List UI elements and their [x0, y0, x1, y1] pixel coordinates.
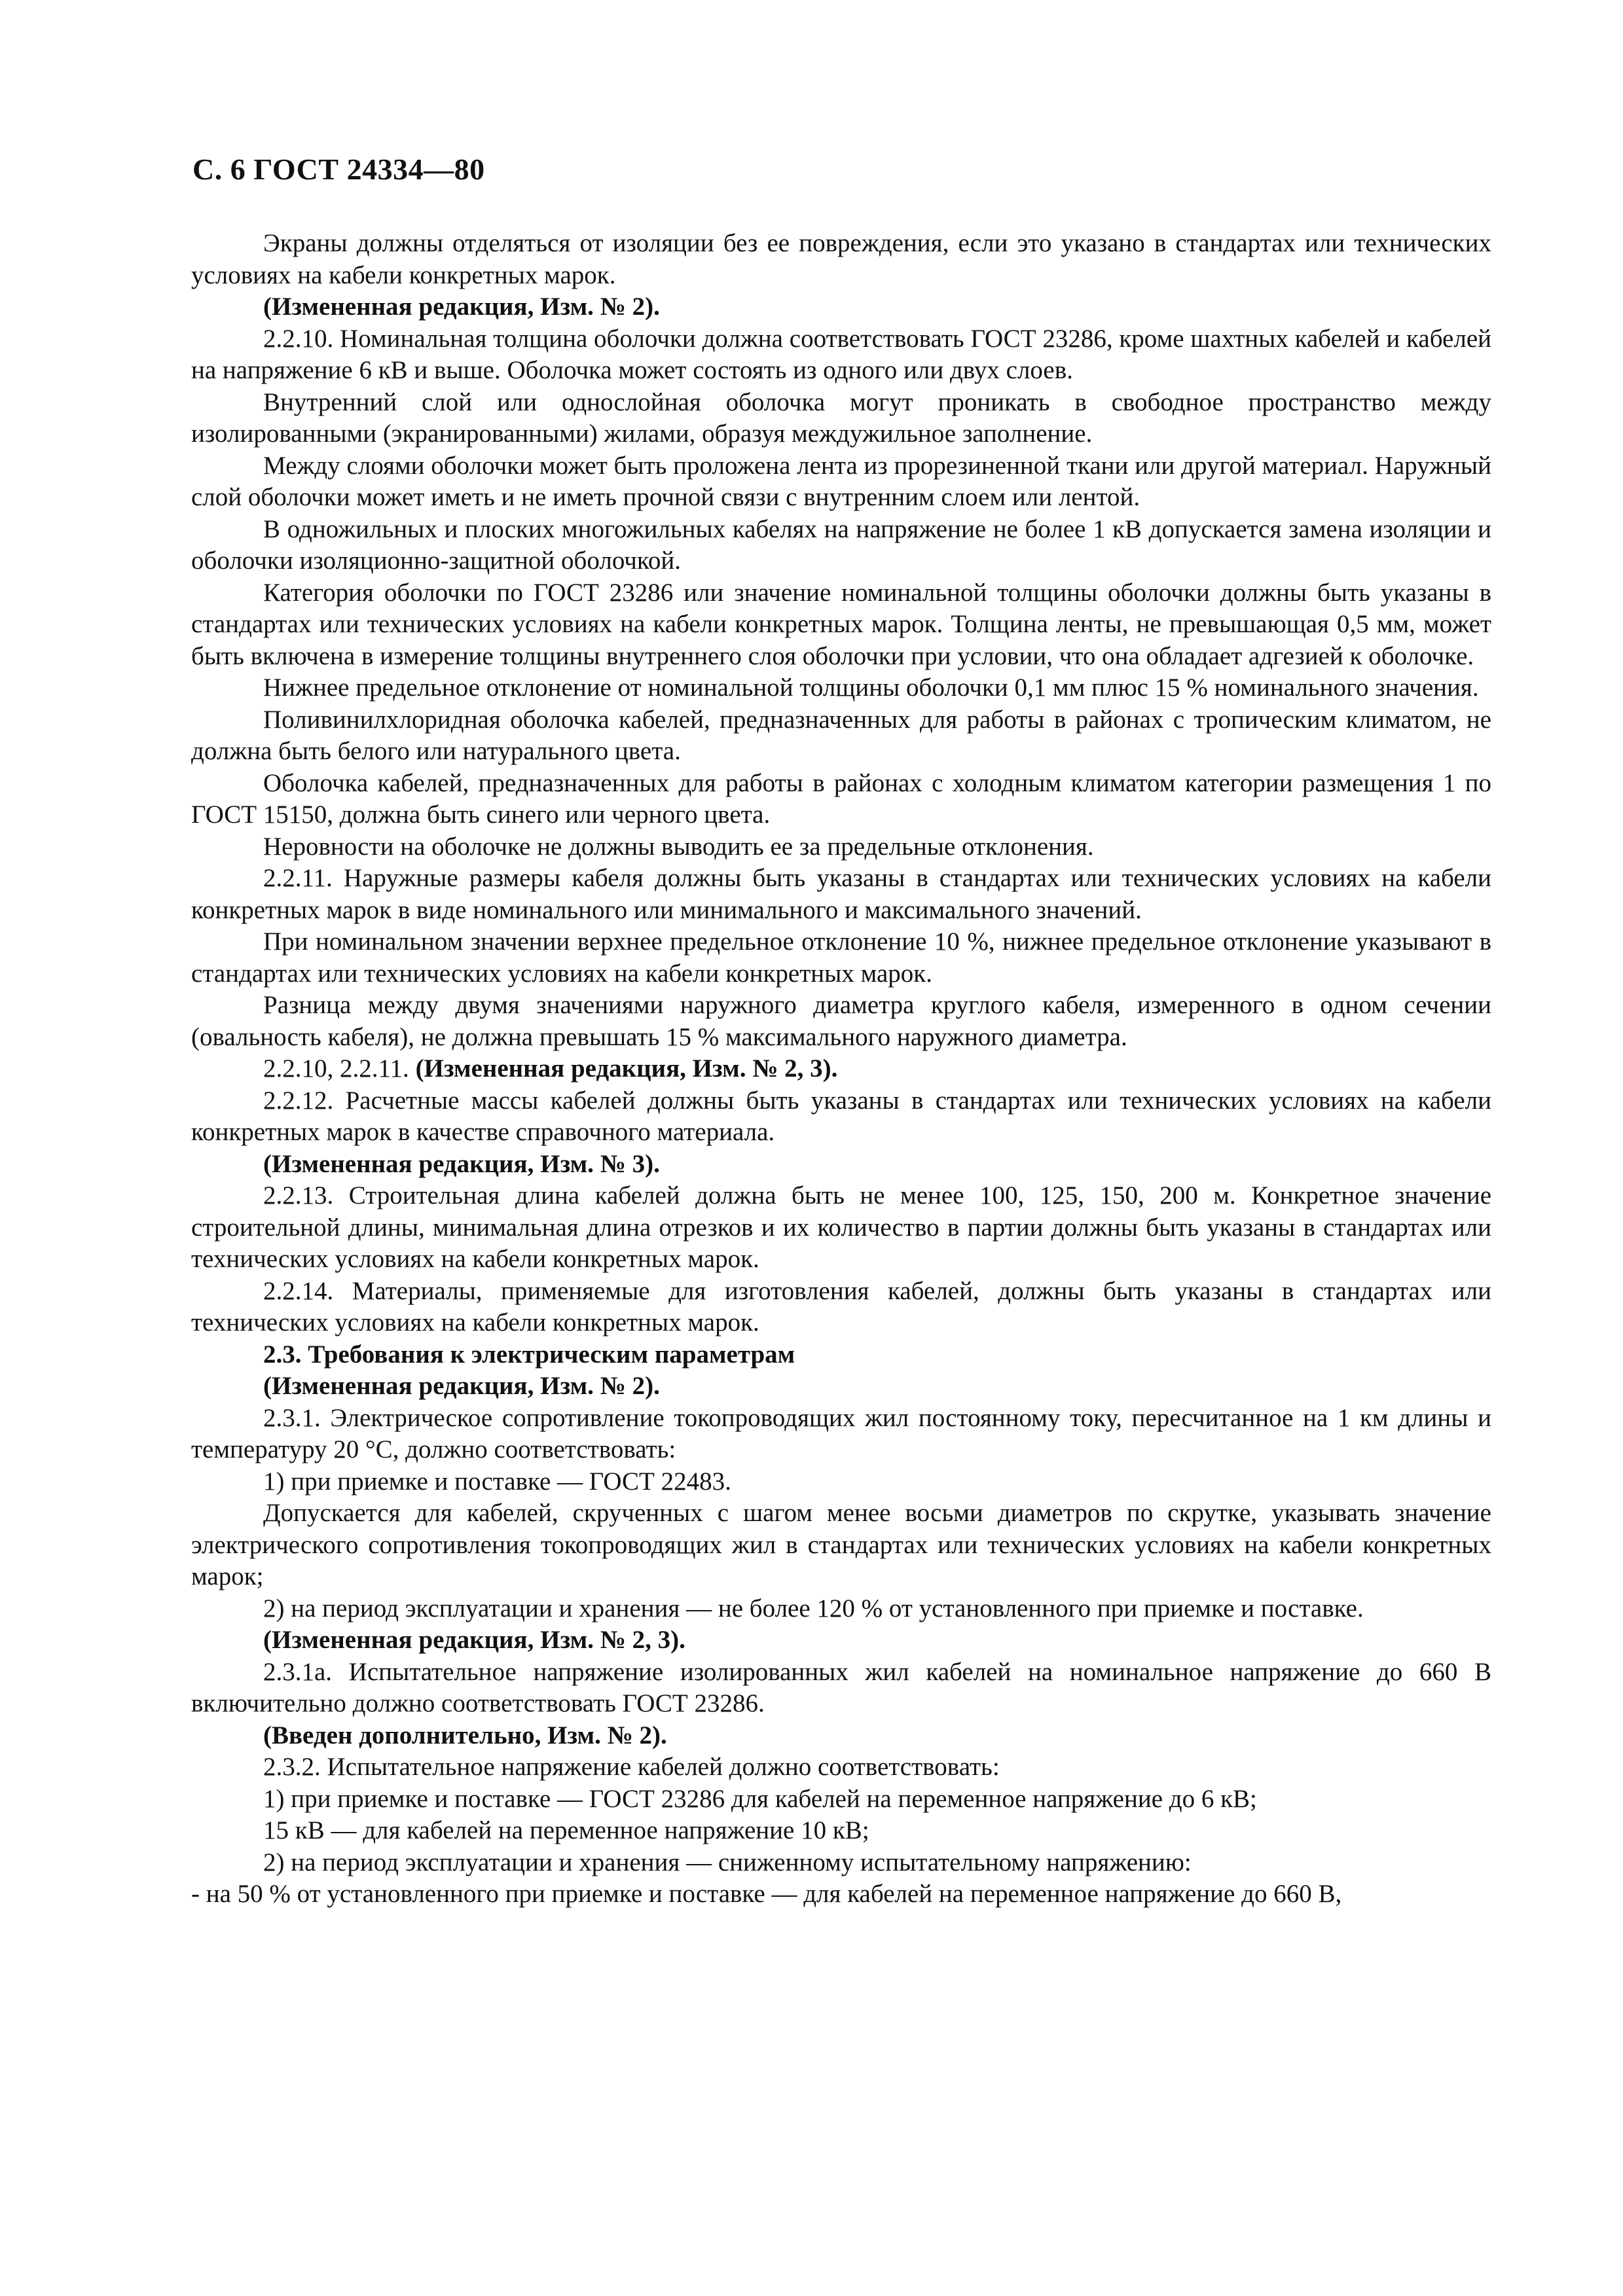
paragraph [191, 1276, 1491, 1339]
page-header: С. 6 ГОСТ 24334—80 [192, 152, 485, 186]
paragraph [191, 926, 1491, 990]
paragraph-text: В одножильных и плоских многожильных кабелях на напряжение не более 1 кВ допускается замена изоляции и оболочки изоляционно-защитной оболочкой. [191, 514, 1491, 575]
paragraph-text: (Введен дополнительно, Изм. № 2). [263, 1721, 667, 1749]
paragraph-text: 15 кВ — для кабелей на переменное напряжение 10 кВ; [263, 1816, 869, 1844]
paragraph-text: - на 50 % от установленного при приемке и поставке — для кабелей на переменное напряжение до 660 В, [191, 1880, 1342, 1908]
paragraph [191, 1085, 1491, 1149]
document-body [191, 228, 1491, 1910]
paragraph [191, 990, 1491, 1053]
paragraph [191, 672, 1491, 704]
paragraph-text: 2.3.2. Испытательное напряжение кабелей должно соответствовать: [263, 1753, 1000, 1781]
paragraph-text: 2.2.13. Строительная длина кабелей должна быть не менее 100, 125, 150, 200 м. Конкретное значение строительной длины, минимальная длина отрезков и их количество в партии должны быть указаны в стандартах или технических условиях на кабели конкретных марок. [191, 1181, 1491, 1273]
paragraph [191, 1403, 1491, 1466]
paragraph [191, 228, 1491, 291]
bold-paragraph [191, 1149, 1491, 1181]
paragraph-text: Категория оболочки по ГОСТ 23286 или значение номинальной толщины оболочки должны быть указаны в стандартах или технических условиях на кабели конкретных марок. Толщина ленты, не превышающая 0,5 мм, может быть включена в измерение толщины внутреннего слоя оболочки при условии, что она обладает адгезией к оболочке. [191, 578, 1491, 670]
paragraph [191, 768, 1491, 831]
paragraph [191, 1815, 1491, 1847]
bold-paragraph [191, 1624, 1491, 1657]
paragraph-text: Нижнее предельное отклонение от номинальной толщины оболочки 0,1 мм плюс 15 % номинального значения. [263, 673, 1479, 702]
paragraph [191, 387, 1491, 450]
paragraph-text: Неровности на оболочке не должны выводить ее за предельные отклонения. [263, 832, 1094, 861]
paragraph [191, 1466, 1491, 1498]
paragraph-text: 2.2.10. Номинальная толщина оболочки должна соответствовать ГОСТ 23286, кроме шахтных кабелей и кабелей на напряжение 6 кВ и выше. Оболочка может состоять из одного или двух слоев. [191, 324, 1491, 384]
paragraph-text: 2) на период эксплуатации и хранения — не более 120 % от установленного при приемке и поставке. [263, 1594, 1364, 1623]
paragraph [191, 1878, 1491, 1910]
paragraph-text: (Измененная редакция, Изм. № 2). [263, 293, 660, 321]
bold-paragraph [191, 1371, 1491, 1403]
paragraph-text: Допускается для кабелей, скрученных с шагом менее восьми диаметров по скрутке, указывать значение электрического сопротивления токопроводящих жил в стандартах или технических условиях на кабели конкретных марок; [191, 1499, 1491, 1590]
paragraph-text: 1) при приемке и поставке — ГОСТ 22483. [263, 1467, 731, 1496]
paragraph-text: Поливинилхлоридная оболочка кабелей, предназначенных для работы в районах с тропическим климатом, не должна быть белого или натурального цвета. [191, 705, 1491, 765]
paragraph-text: Разница между двумя значениями наружного диаметра круглого кабеля, измеренного в одном сечении (овальность кабеля), не должна превышать 15 % максимального наружного диаметра. [191, 991, 1491, 1051]
paragraph-text: 2.2.14. Материалы, применяемые для изготовления кабелей, должны быть указаны в стандартах или технических условиях на кабели конкретных марок. [191, 1276, 1491, 1336]
paragraph [191, 323, 1491, 387]
paragraph [191, 1751, 1491, 1784]
paragraph [191, 1593, 1491, 1625]
paragraph-text: 2.3.1. Электрическое сопротивление токопроводящих жил постоянному току, пересчитанное на 1 км длины и температуру 20 °С, должно соответствовать: [191, 1403, 1491, 1463]
bold-paragraph [191, 291, 1491, 323]
paragraph [191, 1784, 1491, 1816]
paragraph [191, 514, 1491, 577]
paragraph [191, 577, 1491, 673]
paragraph [191, 1053, 1491, 1085]
paragraph-text: 2) на период эксплуатации и хранения — сниженному испытательному напряжению: [263, 1848, 1192, 1876]
paragraph-text: 2.2.10, 2.2.11. [263, 1054, 416, 1083]
paragraph-text: 1) при приемке и поставке — ГОСТ 23286 для кабелей на переменное напряжение до 6 кВ; [263, 1784, 1257, 1813]
paragraph [191, 863, 1491, 926]
paragraph [191, 1847, 1491, 1879]
paragraph [191, 831, 1491, 863]
paragraph [191, 704, 1491, 768]
paragraph-text: (Измененная редакция, Изм. № 3). [263, 1149, 660, 1178]
paragraph-text: Экраны должны отделяться от изоляции без ее повреждения, если это указано в стандартах или технических условиях на кабели конкретных марок. [191, 229, 1491, 289]
paragraph-text: 2.2.12. Расчетные массы кабелей должны быть указаны в стандартах или технических условиях на кабели конкретных марок в качестве справочного материала. [191, 1086, 1491, 1146]
paragraph-text: Между слоями оболочки может быть проложена лента из прорезиненной ткани или другой материал. Наружный слой оболочки может иметь и не иметь прочной связи с внутренним слоем или лентой. [191, 451, 1491, 511]
paragraph-text: При номинальном значении верхнее предельное отклонение 10 %, нижнее предельное отклонение указывают в стандартах или технических условиях на кабели конкретных марок. [191, 927, 1491, 988]
bold-paragraph [191, 1339, 1491, 1371]
paragraph [191, 450, 1491, 514]
paragraph-text: Оболочка кабелей, предназначенных для работы в районах с холодным климатом категории размещения 1 по ГОСТ 15150, должна быть синего или черного цвета. [191, 768, 1491, 829]
paragraph [191, 1498, 1491, 1593]
paragraph [191, 1180, 1491, 1276]
paragraph [191, 1657, 1491, 1720]
paragraph-text: 2.2.11. Наружные размеры кабеля должны быть указаны в стандартах или технических условиях на кабели конкретных марок в виде номинального или минимального и максимального значений. [191, 864, 1491, 924]
paragraph-text: (Измененная редакция, Изм. № 2). [263, 1372, 660, 1400]
bold-paragraph [191, 1720, 1491, 1752]
paragraph-text: 2.3. Требования к электрическим параметрам [263, 1340, 795, 1369]
paragraph-text: 2.3.1а. Испытательное напряжение изолированных жил кабелей на номинальное напряжение до 660 В включительно должно соответствовать ГОСТ 23286. [191, 1657, 1491, 1717]
amendment-note: (Измененная редакция, Изм. № 2, 3). [415, 1054, 838, 1083]
paragraph-text: Внутренний слой или однослойная оболочка могут проникать в свободное пространство между изолированными (экранированными) жилами, образуя междужильное заполнение. [191, 387, 1491, 448]
paragraph-text: (Измененная редакция, Изм. № 2, 3). [263, 1626, 685, 1654]
